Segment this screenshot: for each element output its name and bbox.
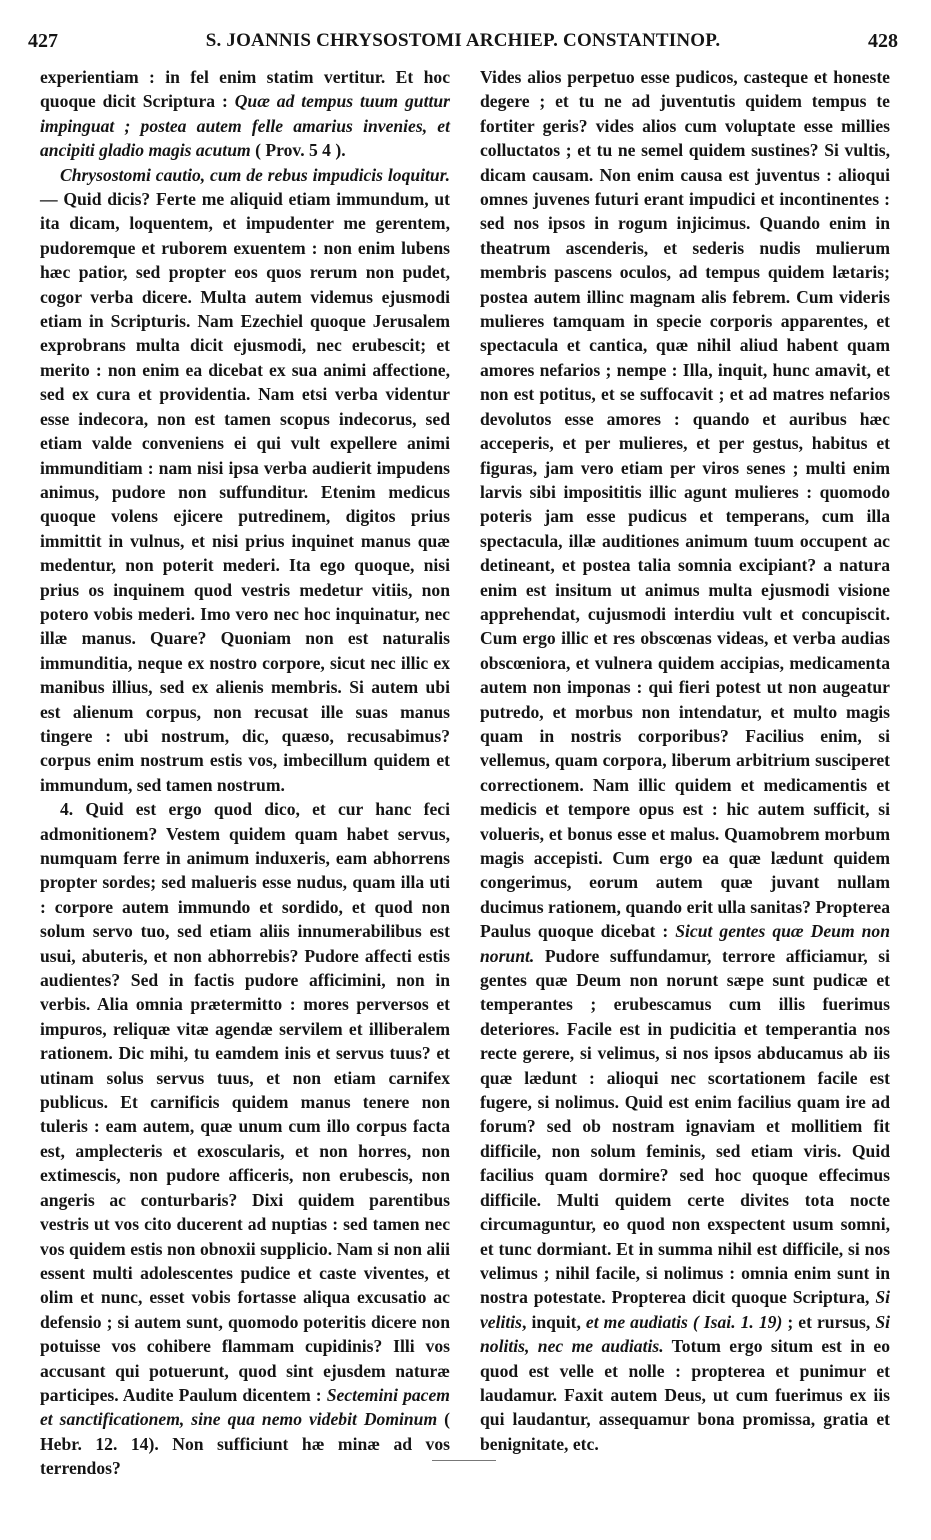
scripture-reference: ( Prov. 5 4 ). [250, 140, 346, 161]
right-column [480, 65, 890, 1456]
scripture-quote: Si velitis [480, 1287, 890, 1332]
body-text: Non sufficiunt hæ minæ ad vos terrendos? [40, 1433, 450, 1479]
left-column [40, 65, 450, 1481]
page-number-left: 427 [28, 30, 58, 52]
page-header [28, 24, 898, 64]
scripture-quote: et me audiatis ( Isai. 1. 19) [585, 1311, 783, 1332]
paragraph [40, 163, 450, 798]
body-text: ; et rursus, [782, 1311, 876, 1332]
running-title: S. JOANNIS CHRYSOSTOMI ARCHIEP. CONSTANTINOP. [205, 30, 721, 51]
scripture-quote: Quæ ad tempus tuum guttur impinguat ; postea autem felle amarius invenies, et ancipiti gladio magis acutum [40, 91, 450, 161]
body-text: Vides alios perpetuo esse pudicos, casteque et honeste degere ; et tu ne ad juventutis quidem tempus te fortiter geris? vides alios cum voluptate esse millies colluctatos ; et tu ne semel quidem sustines? Si vultis, dicam causam. Non enim causa est juventus : alioqui omnes juvenes futuri erant impudici et incontinentes : sed nos ipsos in rogum injicimus. Quando enim in theatrum ascenderis, et sederis nudis mulierum membris pascens oculos, ad tempus quidem lætaris; postea autem illinc magnam alis febrem. Cum videris mulieres tamquam in specie corporis apparentes, et spectacula et cantica, quæ nihil aliud habent quam amores nefarios ; nempe : Illa, inquit, hunc amavit, et non est potitus, et se suffocavit ; et ad matres nefarios devolutos esse amores : quando et auribus hæc acceperis, et per mulieres, et per gestus, habitus et figuras, jam vero etiam per viros senes ; multi enim larvis sibi imposititis illic agunt mulieres : quomodo poteris jam esse pudicus et temperans, cum illa spectacula, illæ auditiones animum tuum occupent ac detineant, et postea talia somnia excipiant? a natura enim est insitum ut animus multa ejusmodi visione apprehendat, cujusmodi interdiu vult et concupiscit. Cum ergo illic et res obscœnas videas, et verba audias obscœniora, et vulnera quidem accipias, medicamenta autem non imponas : qui fieri potest ut non augeatur putredo, et morbus non intendatur, et multo magis quam in nostris corporibus? Facilius enim, si vellemus, quam corpora, liberum arbitrium susciperet correctionem. Nam illic quidem et medicamentis et medicis et tempore opus est : hic autem sufficit, si volueris, et bonus esse et malus. Quamobrem morbum magis accepisti. Cum ergo ea quæ lædunt quidem congerimus, eorum autem quæ juvant nullam ducimus rationem, quando erit ulla sanitas? Propterea Paulus quoque dicebat : [480, 67, 890, 942]
scripture-quote: Sicut gentes quæ Deum non norunt. [480, 921, 891, 966]
scripture-reference: ( Hebr. 12. 14). [40, 1409, 450, 1454]
end-rule [432, 1460, 496, 1461]
body-text: Pudore suffundamur, terrore afficiamur, si gentes quæ Deum non norunt sæpe sunt pudicæ et temperantes ; erubescamus cum illis fuerimus deteriores. Facile est in pudicitia et temperantia nos recte gerere, si velimus, si nos ipsos abducamus ab iis quæ lædunt : alioqui nec scortationem facile est fugere, si nolimus. Quid est enim facilius quam ire ad forum? sed ob nostram ignaviam et mollitiem fit difficile, non solum feminis, sed etiam viris. Quid facilius quam dormire? sed hoc quoque effecimus difficile. Multi quidem certe divites tota nocte circumaguntur, eo quod non exspectent usum somni, et tunc dormiant. Et in summa nihil est difficile, si nos velimus ; nihil facile, si nolimus : omnia enim sunt in nostra potestate. Propterea dicit quoque Scriptura, [480, 945, 890, 1308]
page-number-right: 428 [868, 30, 898, 52]
body-text: experientiam : in fel enim statim vertitur. Et hoc quoque dicit Scriptura : [40, 67, 450, 112]
paragraph [480, 65, 890, 1456]
body-text: 4. Quid est ergo quod dico, et cur hanc feci admonitionem? Vestem quidem quam habet servus, numquam ferre in animum induxeris, eam abhorrens propter sordes; sed malueris esse nudus, quam illa uti : corpore autem immundo et sordido, et quod non solum servo tuo, sed etiam aliis innumerabilibus est usui, abuteris, et non abhorrebis? Pudore affecti estis audientes? Sed in factis pudore afficimini, non in verbis. Alia omnia prætermitto : mores perversos et impuros, reliquæ vitæ agendæ servilem et illiberalem rationem. Dic mihi, tu eamdem inis et servus tuus? et utinam solus servus tuus, et non etiam carnifex publicus. Et carnificis quidem manus tenere non tuleris : eam autem, quæ unum cum illo corpus facta est, amplecteris et exoscularis, et non horres, non extimescis, non pudore afficeris, non erubescis, non angeris ac conturbaris? Dixi quidem parentibus vestris ut vos cito ducerent ad nuptias : sed tamen nec vos quidem estis non obnoxii supplicio. Nam si non alii essent multi adolescentes pudice et caste viventes, et olim et nunc, esset vobis fortasse aliqua excusatio ac defensio ; si autem sunt, quomodo poteritis dicere non potuisse vos cohibere flammam cupidinis? Illi vos accusant qui potuerunt, quod sint ejusdem naturæ participes. Audite Paulum dicentem : [40, 799, 450, 1405]
paragraph [40, 797, 450, 1480]
scripture-quote: Sectemini pacem et sanctificationem, sine qua nemo videbit Dominum [40, 1384, 450, 1430]
scripture-quote: Si nolitis, nec me audiatis. [480, 1311, 890, 1357]
body-text: , inquit, [522, 1311, 586, 1332]
paragraph [40, 65, 450, 163]
body-text: Totum ergo situm est in eo quod est velle et nolle : propterea et punimur et laudamur. Faxit autem Deus, ut cum fuerimus ex iis qui laudantur, assequamur bona promissa, gratia et benignitate, etc. [480, 1336, 890, 1454]
body-text: — Quid dicis? Ferte me aliquid etiam immundum, ut ita dicam, loquentem, et impudenter me gerentem, pudoremque et ruborem exuentem : non enim lubens hæc patior, sed propter eos quos rerum non pudet, cogor verba dicere. Multa autem videmus ejusmodi etiam in Scripturis. Nam Ezechiel quoque Jerusalem exprobrans multa dicit ejusmodi, nec erubescit; et merito : non enim ea dicebat ex sua animi affectione, sed ex cura et providentia. Nam etsi verba videntur esse indecora, non est tamen scopus indecorus, sed etiam valde conveniens ei qui vult expellere animi immunditiam : nam nisi ipsa verba audierit impudens animus, pudore non suffunditur. Etenim medicus quoque volens ejicere putredinem, digitos prius immittit in vulnus, et nisi prius inquinet manus quæ medentur, non poterit mederi. Ita ego quoque, nisi prius os inquinem quod vestris medetur vitiis, non potero vobis mederi. Imo vero nec hoc inquinatur, nec illæ manus. Quare? Quoniam non est naturalis immunditia, neque ex nostro corpore, sicut nec illic ex manibus illius, sed ex alienis membris. Si autem ubi est alienum corpus, non recusat ille suas manus tingere : ubi nostrum, dic, quæso, recusabimus? corpus enim nostrum estis vos, imbecillum quidem et immundum, sed tamen nostrum. [40, 189, 450, 795]
section-heading: Chrysostomi cautio, cum de rebus impudicis loquitur. [60, 164, 450, 185]
